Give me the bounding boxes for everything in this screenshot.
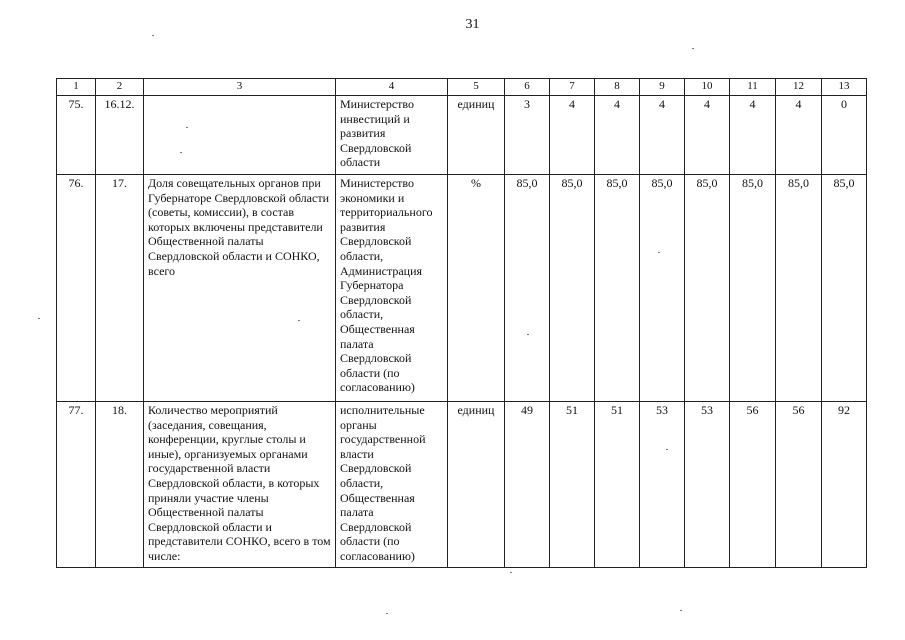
unit-of-measure: единиц bbox=[448, 96, 505, 175]
item-number: 17. bbox=[96, 175, 144, 402]
item-number: 16.12. bbox=[96, 96, 144, 175]
column-header-4: 4 bbox=[336, 79, 448, 96]
scan-speck bbox=[152, 35, 154, 36]
value-cell: 53 bbox=[640, 402, 685, 568]
table-row bbox=[57, 402, 867, 568]
column-header-3: 3 bbox=[144, 79, 336, 96]
table-row bbox=[57, 175, 867, 402]
indicator-name: Доля совещательных органов при Губернаторе Свердловской области (советы, комиссии), в состав которых включены представители Общественной палаты Свердловской области и СОНКО, всего bbox=[144, 175, 336, 402]
value-cell: 4 bbox=[776, 96, 822, 175]
value-cell: 4 bbox=[640, 96, 685, 175]
value-cell: 49 bbox=[505, 402, 550, 568]
responsible-body: Министерство инвестиций и развития Свердловской области bbox=[336, 96, 448, 175]
value-cell: 85,0 bbox=[730, 175, 776, 402]
scan-speck bbox=[386, 613, 388, 614]
scan-speck bbox=[510, 572, 512, 573]
page-number: 31 bbox=[465, 17, 480, 32]
value-cell: 85,0 bbox=[550, 175, 595, 402]
column-header-11: 11 bbox=[730, 79, 776, 96]
value-cell: 85,0 bbox=[776, 175, 822, 402]
column-header-7: 7 bbox=[550, 79, 595, 96]
row-number: 77. bbox=[57, 402, 96, 568]
column-header-2: 2 bbox=[96, 79, 144, 96]
indicators-table bbox=[56, 78, 867, 568]
value-cell: 85,0 bbox=[685, 175, 730, 402]
column-header-8: 8 bbox=[595, 79, 640, 96]
value-cell: 51 bbox=[550, 402, 595, 568]
responsible-body: исполнительные органы государственной власти Свердловской области, Общественная палата Свердловской области (по согласованию) bbox=[336, 402, 448, 568]
value-cell: 4 bbox=[595, 96, 640, 175]
value-cell: 4 bbox=[550, 96, 595, 175]
column-header-12: 12 bbox=[776, 79, 822, 96]
row-number: 76. bbox=[57, 175, 96, 402]
column-header-6: 6 bbox=[505, 79, 550, 96]
column-header-5: 5 bbox=[448, 79, 505, 96]
indicator-name: Количество мероприятий (заседания, совещания, конференции, круглые столы и иные), организуемых органами государственной власти Свердловской области, в которых приняли участие члены Общественной палаты Свердловской области и представители СОНКО, всего в том числе: bbox=[144, 402, 336, 568]
table-row bbox=[57, 96, 867, 175]
value-cell: 0 bbox=[822, 96, 867, 175]
value-cell: 3 bbox=[505, 96, 550, 175]
value-cell: 53 bbox=[685, 402, 730, 568]
item-number: 18. bbox=[96, 402, 144, 568]
value-cell: 85,0 bbox=[822, 175, 867, 402]
column-header-13: 13 bbox=[822, 79, 867, 96]
unit-of-measure: единиц bbox=[448, 402, 505, 568]
value-cell: 56 bbox=[730, 402, 776, 568]
column-header-9: 9 bbox=[640, 79, 685, 96]
value-cell: 85,0 bbox=[505, 175, 550, 402]
value-cell: 4 bbox=[685, 96, 730, 175]
column-header-10: 10 bbox=[685, 79, 730, 96]
column-number-row bbox=[57, 79, 867, 96]
indicator-name bbox=[144, 96, 336, 175]
value-cell: 85,0 bbox=[640, 175, 685, 402]
value-cell: 4 bbox=[730, 96, 776, 175]
row-number: 75. bbox=[57, 96, 96, 175]
value-cell: 51 bbox=[595, 402, 640, 568]
value-cell: 85,0 bbox=[595, 175, 640, 402]
column-header-1: 1 bbox=[57, 79, 96, 96]
scan-speck bbox=[680, 610, 682, 611]
value-cell: 92 bbox=[822, 402, 867, 568]
scan-speck bbox=[692, 48, 694, 49]
value-cell: 56 bbox=[776, 402, 822, 568]
scan-speck bbox=[38, 318, 40, 319]
responsible-body: Министерство экономики и территориального развития Свердловской области, Администрация Губернатора Свердловской области, Общественная палата Свердловской области (по согласованию) bbox=[336, 175, 448, 402]
unit-of-measure: % bbox=[448, 175, 505, 402]
